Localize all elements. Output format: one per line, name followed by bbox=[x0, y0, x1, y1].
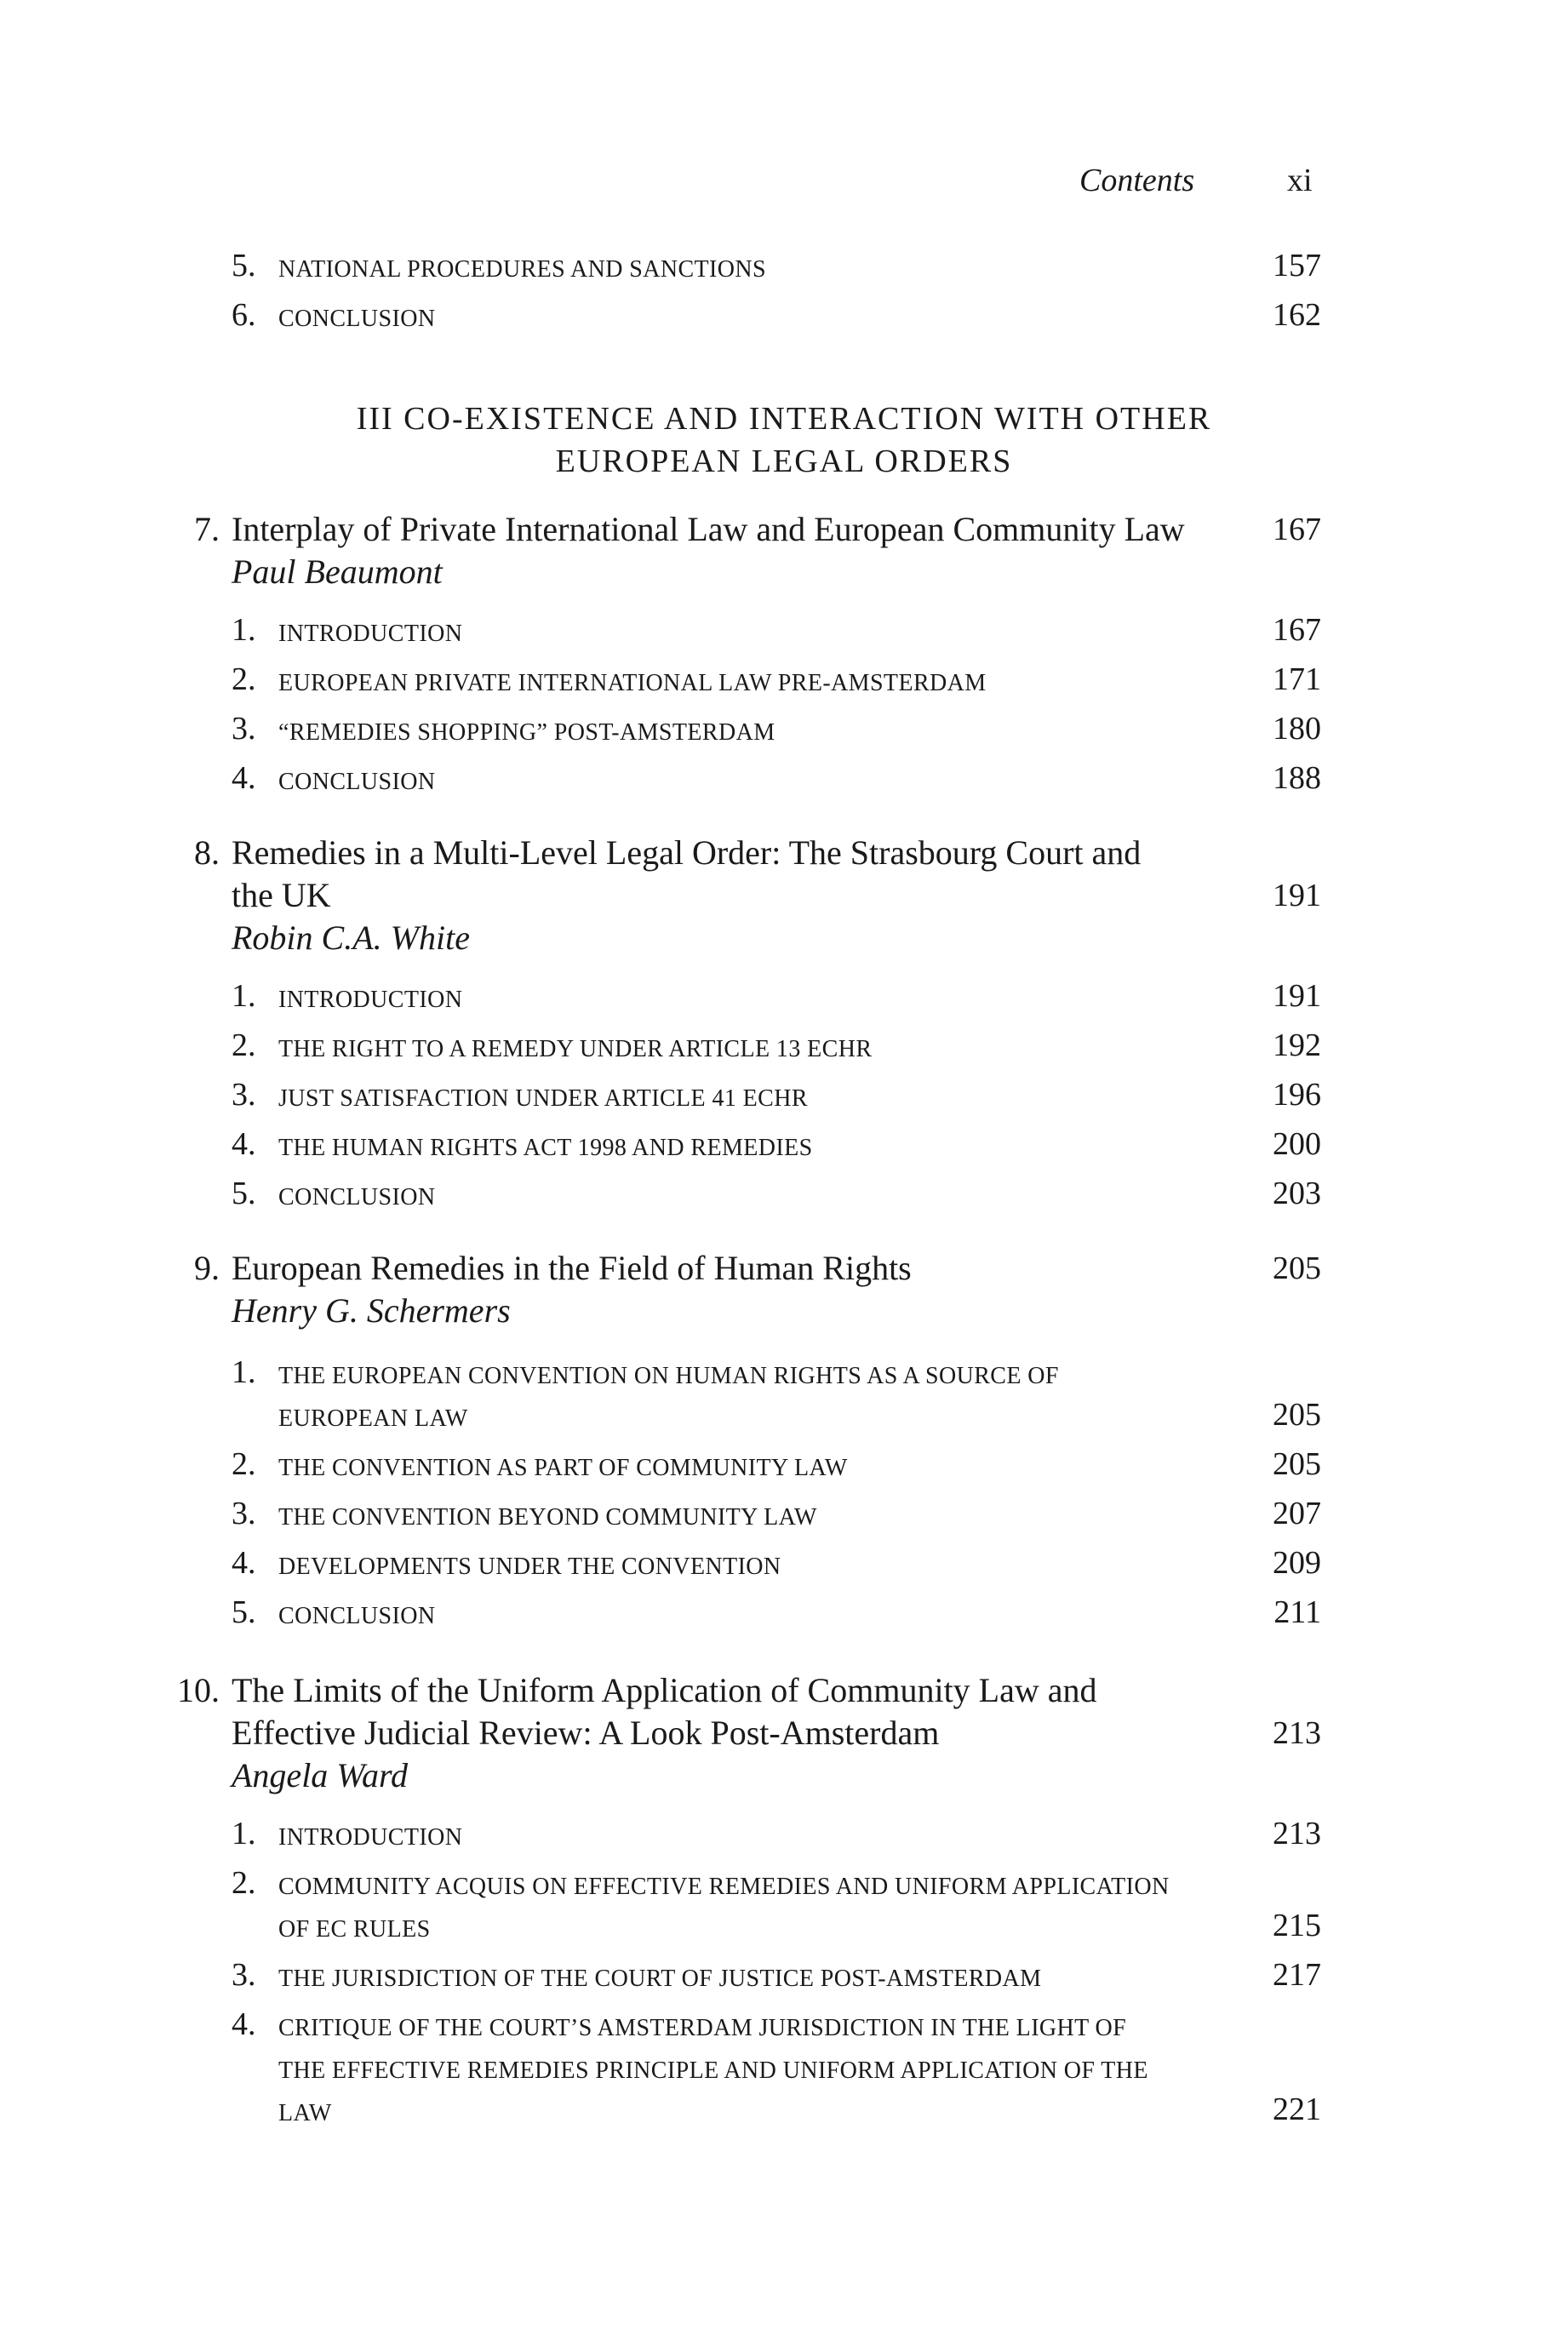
running-header-page: xi bbox=[1287, 163, 1313, 198]
item-title: NATIONAL PROCEDURES AND SANCTIONS bbox=[278, 256, 766, 283]
item-page: 196 bbox=[1273, 1077, 1321, 1113]
item-title-continued: OF EC RULES bbox=[278, 1916, 431, 1943]
chapter-number: 8. bbox=[194, 833, 220, 872]
item-page: 171 bbox=[1273, 661, 1321, 697]
item-title: CRITIQUE OF THE COURT’S AMSTERDAM JURISDICTION IN THE LIGHT OF bbox=[278, 2015, 1127, 2041]
item-page: 192 bbox=[1273, 1027, 1321, 1063]
item-page: 191 bbox=[1273, 978, 1321, 1014]
chapter-author: Henry G. Schermers bbox=[232, 1291, 511, 1330]
item-page: 221 bbox=[1273, 2092, 1321, 2127]
item-number: 4. bbox=[232, 1545, 256, 1581]
chapter-number: 9. bbox=[194, 1249, 220, 1287]
item-title: THE RIGHT TO A REMEDY UNDER ARTICLE 13 ECHR bbox=[278, 1036, 873, 1062]
item-page: 162 bbox=[1273, 297, 1321, 333]
item-page: 205 bbox=[1273, 1446, 1321, 1482]
item-title-continued: EUROPEAN LAW bbox=[278, 1405, 468, 1432]
item-title: CONCLUSION bbox=[278, 769, 436, 795]
item-page: 213 bbox=[1273, 1816, 1321, 1851]
running-header-title: Contents bbox=[1079, 163, 1195, 198]
chapter-page: 205 bbox=[1273, 1250, 1321, 1286]
item-number: 3. bbox=[232, 1496, 256, 1531]
chapter-title: Remedies in a Multi-Level Legal Order: The Strasbourg Court and bbox=[232, 833, 1142, 872]
chapter-page: 191 bbox=[1273, 878, 1321, 913]
item-title: THE CONVENTION BEYOND COMMUNITY LAW bbox=[278, 1504, 817, 1531]
item-page: 209 bbox=[1273, 1545, 1321, 1581]
item-page: 188 bbox=[1273, 760, 1321, 796]
part-heading-line-2: EUROPEAN LEGAL ORDERS bbox=[555, 444, 1013, 479]
item-title: THE JURISDICTION OF THE COURT OF JUSTICE POST-AMSTERDAM bbox=[278, 1966, 1042, 1992]
chapter-page: 213 bbox=[1273, 1715, 1321, 1751]
item-page: 211 bbox=[1273, 1594, 1321, 1630]
item-page: 200 bbox=[1273, 1126, 1321, 1162]
chapter-page: 167 bbox=[1273, 512, 1321, 547]
item-number: 5. bbox=[232, 248, 256, 283]
item-number: 5. bbox=[232, 1176, 256, 1211]
item-page: 205 bbox=[1273, 1397, 1321, 1433]
item-title: CONCLUSION bbox=[278, 1184, 436, 1210]
item-title-continued: THE EFFECTIVE REMEDIES PRINCIPLE AND UNIFORM APPLICATION OF THE bbox=[278, 2057, 1148, 2084]
item-title: DEVELOPMENTS UNDER THE CONVENTION bbox=[278, 1554, 781, 1580]
chapter-author: Robin C.A. White bbox=[232, 918, 470, 957]
chapter-title-continued: the UK bbox=[232, 876, 331, 914]
item-title: CONCLUSION bbox=[278, 1603, 436, 1629]
item-number: 3. bbox=[232, 1077, 256, 1113]
item-number: 6. bbox=[232, 297, 256, 333]
item-title: INTRODUCTION bbox=[278, 1824, 463, 1851]
chapter-author: Angela Ward bbox=[232, 1756, 409, 1794]
item-page: 157 bbox=[1273, 248, 1321, 283]
item-number: 2. bbox=[232, 1865, 256, 1901]
item-title: CONCLUSION bbox=[278, 306, 436, 332]
item-page: 167 bbox=[1273, 612, 1321, 648]
item-page: 217 bbox=[1273, 1957, 1321, 1993]
item-number: 5. bbox=[232, 1594, 256, 1630]
chapter-title: European Remedies in the Field of Human Rights bbox=[232, 1249, 912, 1287]
item-page: 203 bbox=[1273, 1176, 1321, 1211]
item-title: INTRODUCTION bbox=[278, 621, 463, 647]
chapter-number: 10. bbox=[177, 1671, 220, 1709]
item-title: THE CONVENTION AS PART OF COMMUNITY LAW bbox=[278, 1455, 848, 1481]
item-title: THE EUROPEAN CONVENTION ON HUMAN RIGHTS AS A SOURCE OF bbox=[278, 1363, 1059, 1389]
chapter-title: The Limits of the Uniform Application of Community Law and bbox=[232, 1671, 1097, 1709]
item-number: 3. bbox=[232, 711, 256, 747]
chapter-author: Paul Beaumont bbox=[232, 552, 443, 591]
item-number: 1. bbox=[232, 978, 256, 1014]
item-number: 3. bbox=[232, 1957, 256, 1993]
item-page: 207 bbox=[1273, 1496, 1321, 1531]
item-number: 2. bbox=[232, 1446, 256, 1482]
item-number: 2. bbox=[232, 661, 256, 697]
item-page: 215 bbox=[1273, 1908, 1321, 1943]
item-number: 1. bbox=[232, 612, 256, 648]
chapter-title-continued: Effective Judicial Review: A Look Post-Amsterdam bbox=[232, 1714, 940, 1752]
item-title: COMMUNITY ACQUIS ON EFFECTIVE REMEDIES AND UNIFORM APPLICATION bbox=[278, 1874, 1170, 1900]
item-number: 1. bbox=[232, 1354, 256, 1390]
item-number: 4. bbox=[232, 2006, 256, 2042]
item-number: 4. bbox=[232, 760, 256, 796]
item-title-continued: LAW bbox=[278, 2100, 332, 2126]
item-title: JUST SATISFACTION UNDER ARTICLE 41 ECHR bbox=[278, 1085, 808, 1112]
item-title: INTRODUCTION bbox=[278, 987, 463, 1013]
item-number: 4. bbox=[232, 1126, 256, 1162]
item-title: “REMEDIES SHOPPING” POST-AMSTERDAM bbox=[278, 719, 775, 746]
item-title: THE HUMAN RIGHTS ACT 1998 AND REMEDIES bbox=[278, 1135, 813, 1161]
item-title: EUROPEAN PRIVATE INTERNATIONAL LAW PRE-AMSTERDAM bbox=[278, 670, 987, 696]
chapter-title: Interplay of Private International Law and European Community Law bbox=[232, 510, 1185, 548]
item-number: 1. bbox=[232, 1816, 256, 1851]
item-page: 180 bbox=[1273, 711, 1321, 747]
part-heading-line-1: III CO-EXISTENCE AND INTERACTION WITH OTHER bbox=[356, 401, 1212, 437]
chapter-number: 7. bbox=[194, 510, 220, 548]
item-number: 2. bbox=[232, 1027, 256, 1063]
